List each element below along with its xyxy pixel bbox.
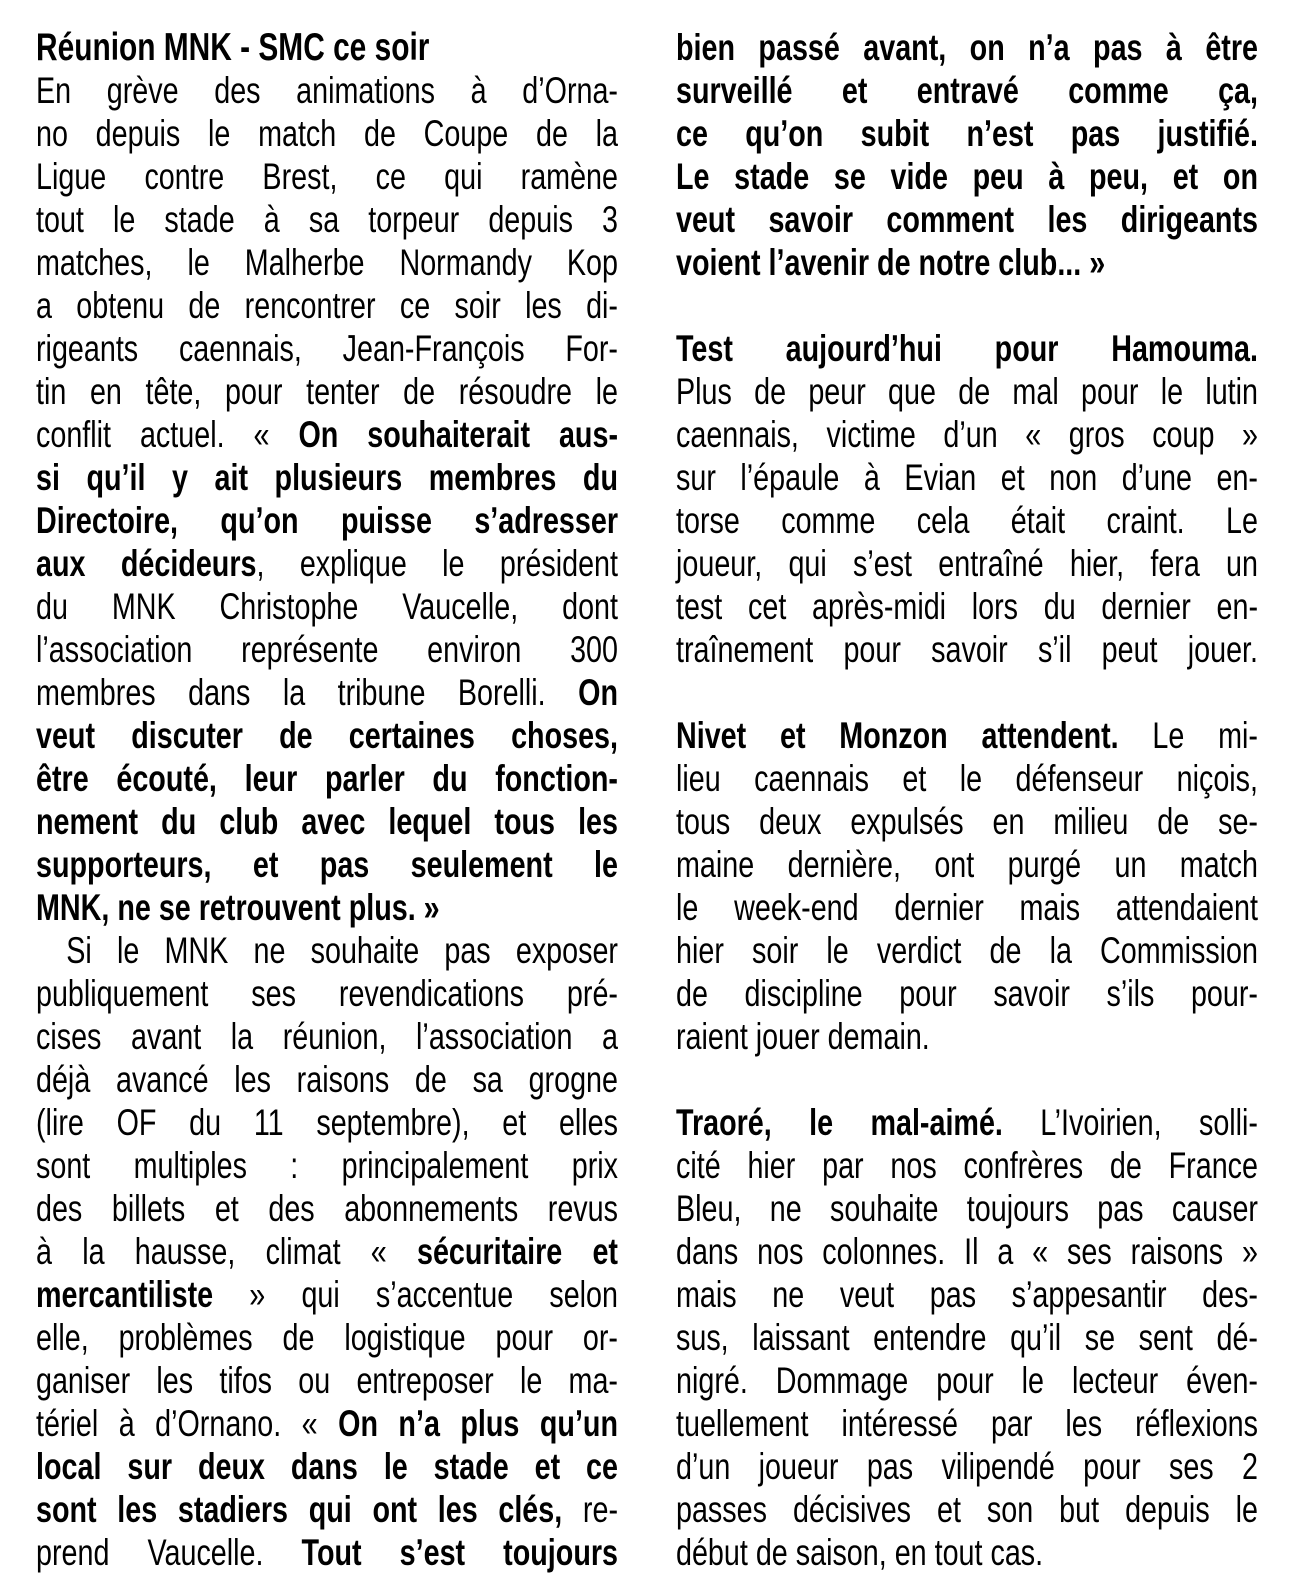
bold-text-run: sont les stadiers qui ont les clés, bbox=[36, 1489, 563, 1530]
article-text-line bbox=[676, 1445, 1258, 1488]
text-run: test cet après-midi lors du dernier en- bbox=[676, 586, 1258, 627]
article-text-line bbox=[36, 198, 618, 241]
article-text-line bbox=[36, 1015, 618, 1058]
bold-text-run: MNK, ne se retrouvent plus. » bbox=[36, 887, 440, 928]
article-text-line bbox=[676, 542, 1258, 585]
text-run: elle, problèmes de logistique pour or- bbox=[36, 1317, 618, 1358]
text-run: tériel à d’Ornano. « bbox=[36, 1403, 339, 1444]
paragraph-gap bbox=[676, 284, 1258, 327]
article-heading bbox=[36, 26, 618, 69]
text-run: tuellement intéressé par les réflexions bbox=[676, 1403, 1258, 1444]
text-run: du MNK Christophe Vaucelle, dont bbox=[36, 586, 618, 627]
text-run: des billets et des abonnements revus bbox=[36, 1188, 618, 1229]
bold-text-run: aux décideurs bbox=[36, 543, 257, 584]
bold-text-run: nement du club avec lequel tous les bbox=[36, 801, 618, 842]
article-text-line bbox=[676, 1402, 1258, 1445]
article-text-line bbox=[676, 413, 1258, 456]
bold-text-run: ce qu’on subit n’est pas justifié. bbox=[676, 113, 1258, 154]
text-run: Bleu, ne souhaite toujours pas causer bbox=[676, 1188, 1258, 1229]
text-run: hier soir le verdict de la Commission bbox=[676, 930, 1258, 971]
text-run: torse comme cela était craint. Le bbox=[676, 500, 1258, 541]
article-text-line bbox=[676, 1359, 1258, 1402]
bold-text-run: voient l’avenir de notre club... » bbox=[676, 242, 1106, 283]
article-text-line bbox=[676, 800, 1258, 843]
article-text-line bbox=[676, 198, 1258, 241]
text-run: début de saison, en tout cas. bbox=[676, 1532, 1044, 1573]
article-text-line bbox=[676, 499, 1258, 542]
bold-text-run: local sur deux dans le stade et ce bbox=[36, 1446, 618, 1487]
article-text-line bbox=[676, 929, 1258, 972]
text-run: L’Ivoirien, solli- bbox=[1002, 1102, 1258, 1143]
bold-text-run: Le stade se vide peu à peu, et on bbox=[676, 156, 1258, 197]
article-text-line bbox=[36, 1531, 618, 1574]
article-text-line bbox=[36, 628, 618, 671]
text-run: Si le MNK ne souhaite pas exposer bbox=[66, 930, 619, 971]
text-run: Le mi- bbox=[1118, 715, 1258, 756]
article-text-line bbox=[36, 1316, 618, 1359]
text-run: d’un joueur pas vilipendé pour ses 2 bbox=[676, 1446, 1258, 1487]
article-text-line bbox=[676, 714, 1258, 757]
article-text-line bbox=[36, 929, 618, 972]
article-text-line bbox=[36, 542, 618, 585]
article-text-line bbox=[676, 585, 1258, 628]
text-run: Ligue contre Brest, ce qui ramène bbox=[36, 156, 618, 197]
article-text-line bbox=[36, 1488, 618, 1531]
article-text-line bbox=[676, 241, 1258, 284]
article-text-line bbox=[36, 800, 618, 843]
bold-text-run: Test aujourd’hui pour Hamouma. bbox=[676, 328, 1258, 369]
text-run: no depuis le match de Coupe de la bbox=[36, 113, 618, 154]
article-text-line bbox=[36, 1402, 618, 1445]
bold-text-run: sécuritaire et bbox=[416, 1231, 618, 1272]
article-text-line bbox=[36, 1359, 618, 1402]
article-text-line bbox=[36, 1144, 618, 1187]
article-text-line bbox=[36, 370, 618, 413]
text-run: , explique le président bbox=[256, 543, 618, 584]
article-text-line bbox=[676, 112, 1258, 155]
article-column-left bbox=[36, 26, 618, 1574]
article-text-line bbox=[36, 155, 618, 198]
bold-text-run: être écouté, leur parler du fonction- bbox=[36, 758, 618, 799]
text-run: sont multiples : principalement prix bbox=[36, 1145, 618, 1186]
text-run: rigeants caennais, Jean-François For- bbox=[36, 328, 618, 369]
text-run: à la hausse, climat « bbox=[36, 1231, 417, 1272]
text-run: conflit actuel. « bbox=[36, 414, 299, 455]
bold-text-run: si qu’il y ait plusieurs membres du bbox=[36, 457, 618, 498]
text-run: dans nos colonnes. Il a « ses raisons » bbox=[676, 1231, 1258, 1272]
article-text-line bbox=[676, 972, 1258, 1015]
text-run: sus, laissant entendre qu’il se sent dé- bbox=[676, 1317, 1258, 1358]
text-run: ganiser les tifos ou entreposer le ma- bbox=[36, 1360, 618, 1401]
article-text-line bbox=[36, 1273, 618, 1316]
text-run: cises avant la réunion, l’association a bbox=[36, 1016, 618, 1057]
article-column-right bbox=[676, 26, 1258, 1574]
article-text-line bbox=[676, 757, 1258, 800]
text-run: passes décisives et son but depuis le bbox=[676, 1489, 1258, 1530]
article-text-line bbox=[676, 1531, 1258, 1574]
text-run: re- bbox=[562, 1489, 619, 1530]
article-text-line bbox=[36, 1230, 618, 1273]
text-run: maine dernière, ont purgé un match bbox=[676, 844, 1258, 885]
article-text-line bbox=[676, 155, 1258, 198]
article-text-line bbox=[36, 456, 618, 499]
text-run: » qui s’accentue selon bbox=[213, 1274, 619, 1315]
text-run: tout le stade à sa torpeur depuis 3 bbox=[36, 199, 618, 240]
text-run: de discipline pour savoir s’ils pour- bbox=[676, 973, 1258, 1014]
bold-text-run: Réunion MNK - SMC ce soir bbox=[36, 26, 430, 69]
text-run: cité hier par nos confrères de France bbox=[676, 1145, 1258, 1186]
paragraph-gap bbox=[676, 671, 1258, 714]
article-text-line bbox=[676, 1015, 1258, 1058]
article-text-line bbox=[36, 1101, 618, 1144]
bold-text-run: bien passé avant, on n’a pas à être bbox=[676, 27, 1258, 68]
bold-text-run: veut discuter de certaines choses, bbox=[36, 715, 618, 756]
text-run: En grève des animations à d’Orna- bbox=[36, 70, 618, 111]
text-run: mais ne veut pas s’appesantir des- bbox=[676, 1274, 1258, 1315]
bold-text-run: surveillé et entravé comme ça, bbox=[676, 70, 1258, 111]
article-text-line bbox=[36, 886, 618, 929]
text-run: matches, le Malherbe Normandy Kop bbox=[36, 242, 618, 283]
article-text-line bbox=[36, 671, 618, 714]
article-text-line bbox=[36, 284, 618, 327]
article-text-line bbox=[676, 370, 1258, 413]
bold-text-run: Directoire, qu’on puisse s’adresser bbox=[36, 500, 618, 541]
article-text-line bbox=[676, 69, 1258, 112]
text-run: traînement pour savoir s’il peut jouer. bbox=[676, 629, 1258, 670]
article-text-line bbox=[36, 1445, 618, 1488]
article-text-line bbox=[36, 1187, 618, 1230]
article-text-line bbox=[36, 327, 618, 370]
text-run: lieu caennais et le défenseur niçois, bbox=[676, 758, 1258, 799]
text-run: a obtenu de rencontrer ce soir les di- bbox=[36, 285, 618, 326]
bold-text-run: On souhaiterait aus- bbox=[298, 414, 619, 455]
text-run: sur l’épaule à Evian et non d’une en- bbox=[676, 457, 1258, 498]
bold-text-run: mercantiliste bbox=[36, 1274, 214, 1315]
text-run: caennais, victime d’un « gros coup » bbox=[676, 414, 1258, 455]
article-text-line bbox=[676, 628, 1258, 671]
text-run: raient jouer demain. bbox=[676, 1016, 930, 1057]
text-run: déjà avancé les raisons de sa grogne bbox=[36, 1059, 618, 1100]
text-run: membres dans la tribune Borelli. bbox=[36, 672, 579, 713]
bold-text-run: Traoré, le mal-aimé. bbox=[676, 1102, 1003, 1143]
bold-text-run: On n’a plus qu’un bbox=[338, 1403, 618, 1444]
article-text-line bbox=[676, 843, 1258, 886]
bold-text-run: Nivet et Monzon attendent. bbox=[676, 715, 1119, 756]
article-text-line bbox=[36, 1058, 618, 1101]
article-text-line bbox=[36, 843, 618, 886]
article-text-line bbox=[676, 1316, 1258, 1359]
article-text-line bbox=[676, 1230, 1258, 1273]
text-run: joueur, qui s’est entraîné hier, fera un bbox=[676, 543, 1258, 584]
article-text-line bbox=[676, 327, 1258, 370]
article-text-line bbox=[36, 112, 618, 155]
paragraph-gap bbox=[676, 1058, 1258, 1101]
text-run: le week-end dernier mais attendaient bbox=[676, 887, 1258, 928]
bold-text-run: supporteurs, et pas seulement le bbox=[36, 844, 618, 885]
text-run: Plus de peur que de mal pour le lutin bbox=[676, 371, 1258, 412]
article-text-line bbox=[36, 499, 618, 542]
article-text-line bbox=[36, 241, 618, 284]
article-text-line bbox=[676, 456, 1258, 499]
text-run: tous deux expulsés en milieu de se- bbox=[676, 801, 1258, 842]
article-text-line bbox=[676, 886, 1258, 929]
article-text-line bbox=[36, 585, 618, 628]
article-text-line bbox=[36, 69, 618, 112]
article-text-line bbox=[676, 1273, 1258, 1316]
article-text-line bbox=[676, 1488, 1258, 1531]
article-text-line bbox=[36, 972, 618, 1015]
bold-text-run: veut savoir comment les dirigeants bbox=[676, 199, 1258, 240]
article-text-line bbox=[676, 1101, 1258, 1144]
bold-text-run: On bbox=[578, 672, 618, 713]
text-run: prend Vaucelle. bbox=[36, 1532, 302, 1573]
text-run: (lire OF du 11 septembre), et elles bbox=[36, 1102, 618, 1143]
article-text-line bbox=[36, 757, 618, 800]
article-text-line bbox=[676, 1144, 1258, 1187]
article-text-line bbox=[36, 413, 618, 456]
article-text-line bbox=[676, 26, 1258, 69]
article-text-line bbox=[676, 1187, 1258, 1230]
text-run: tin en tête, pour tenter de résoudre le bbox=[36, 371, 618, 412]
text-run: l’association représente environ 300 bbox=[36, 629, 618, 670]
text-run: publiquement ses revendications pré- bbox=[36, 973, 618, 1014]
bold-text-run: Tout s’est toujours bbox=[301, 1532, 618, 1573]
text-run: nigré. Dommage pour le lecteur éven- bbox=[676, 1360, 1258, 1401]
article-text-line bbox=[36, 714, 618, 757]
